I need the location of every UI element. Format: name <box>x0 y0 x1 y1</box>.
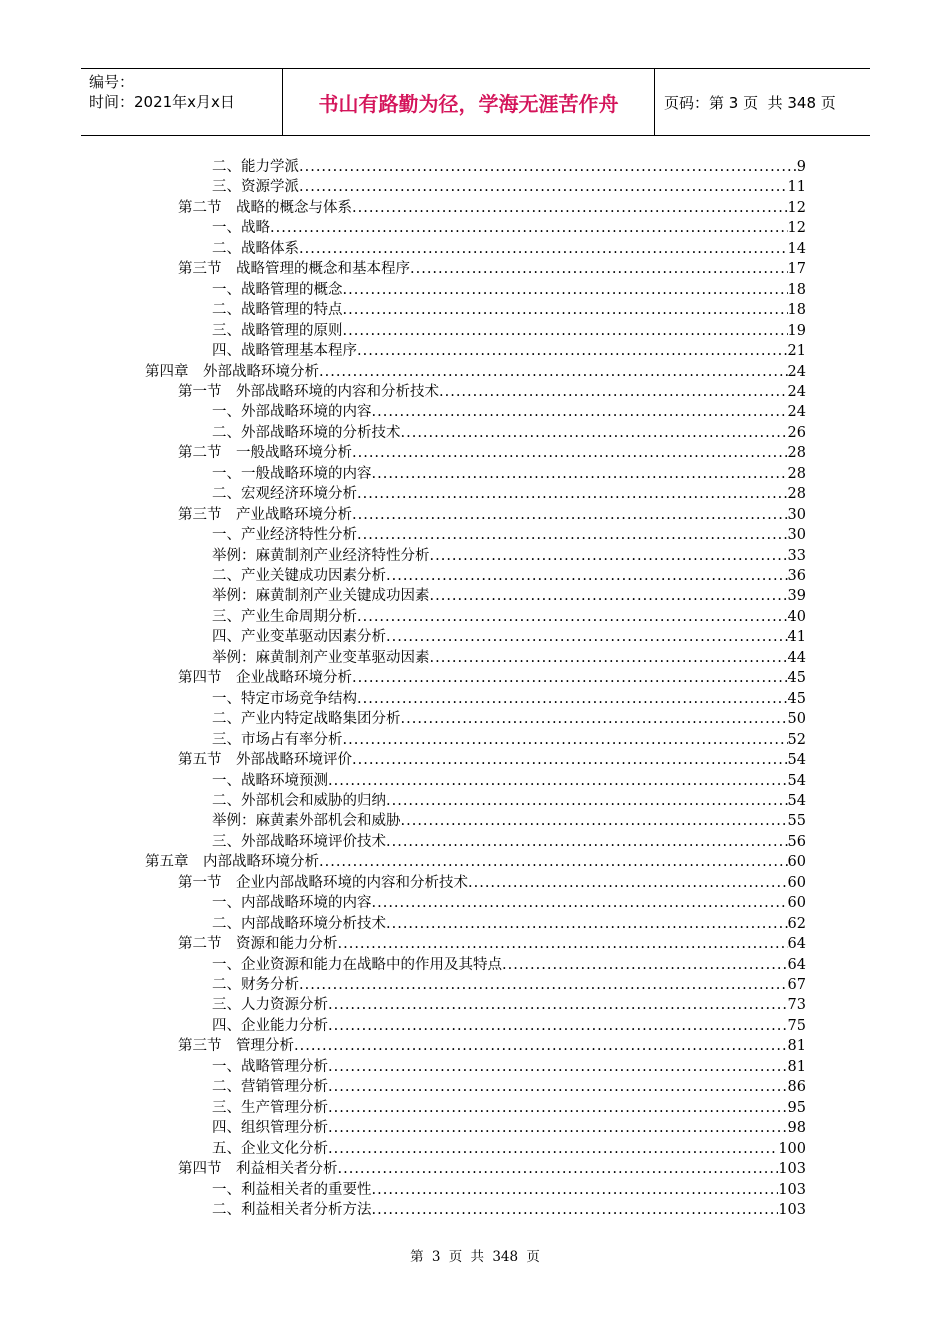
toc-entry-page: 12 <box>787 199 806 216</box>
toc-entry-page: 26 <box>787 424 806 441</box>
toc-entry-title: 三、生产管理分析 <box>212 1099 328 1116</box>
toc-entry[interactable] <box>178 443 806 463</box>
toc-entry-page: 98 <box>787 1120 806 1137</box>
toc-entry-page: 55 <box>787 813 806 830</box>
toc-dot-leader <box>410 259 788 279</box>
toc-entry-page: 62 <box>787 915 806 932</box>
toc-entry-page: 45 <box>787 690 806 707</box>
toc-dot-leader <box>357 484 788 504</box>
toc-entry-page: 33 <box>787 547 806 564</box>
toc-entry-page: 52 <box>787 731 806 748</box>
toc-entry[interactable] <box>212 1118 806 1138</box>
toc-entry-title: 二、产业内特定战略集团分析 <box>212 711 401 728</box>
header-page-info: 页码：第 3 页 共 348 页 <box>664 93 836 112</box>
toc-dot-leader <box>328 1098 788 1118</box>
toc-dot-leader <box>372 1180 779 1200</box>
toc-entry[interactable] <box>212 321 806 341</box>
toc-entry[interactable] <box>212 218 806 238</box>
toc-dot-leader <box>299 177 788 197</box>
toc-entry-page: 95 <box>787 1099 806 1116</box>
toc-entry-title: 一、产业经济特性分析 <box>212 527 357 544</box>
toc-entry-title: 第二节 资源和能力分析 <box>178 936 338 953</box>
toc-entry-title: 一、战略管理的概念 <box>212 281 343 298</box>
toc-entry-page: 54 <box>787 772 806 789</box>
toc-entry-title: 二、宏观经济环境分析 <box>212 486 357 503</box>
toc-entry[interactable] <box>212 607 806 627</box>
toc-dot-leader <box>357 341 788 361</box>
toc-entry-page: 50 <box>787 711 806 728</box>
toc-entry-title: 二、战略体系 <box>212 240 299 257</box>
toc-dot-leader <box>299 239 788 259</box>
toc-entry[interactable] <box>178 934 806 954</box>
toc-entry[interactable] <box>212 1139 806 1159</box>
toc-entry[interactable] <box>212 995 806 1015</box>
toc-entry-page: 14 <box>787 240 806 257</box>
toc-entry-title: 三、外部战略环境评价技术 <box>212 833 386 850</box>
toc-entry[interactable] <box>145 362 806 382</box>
toc-entry[interactable] <box>212 239 806 259</box>
toc-entry[interactable] <box>212 1077 806 1097</box>
toc-dot-leader <box>372 464 788 484</box>
page-footer: 第 3 页 共 348 页 <box>410 1249 540 1265</box>
toc-dot-leader <box>352 750 788 770</box>
serial-label: 编号： <box>89 73 135 91</box>
toc-entry-title: 二、内部战略环境分析技术 <box>212 915 386 932</box>
toc-entry[interactable] <box>178 198 806 218</box>
toc-entry-title: 二、能力学派 <box>212 159 299 175</box>
page-header <box>81 68 870 136</box>
toc-entry[interactable] <box>212 771 806 791</box>
toc-entry[interactable] <box>212 893 806 913</box>
toc-dot-leader <box>386 791 788 811</box>
toc-entry[interactable] <box>212 832 806 852</box>
toc-entry-page: 103 <box>778 1161 806 1178</box>
toc-entry-title: 第四章 外部战略环境分析 <box>145 363 319 380</box>
toc-entry-title: 一、战略 <box>212 220 270 237</box>
toc-entry-title: 第三节 战略管理的概念和基本程序 <box>178 261 410 278</box>
toc-entry[interactable] <box>212 1180 806 1200</box>
toc-entry-page: 18 <box>787 281 806 298</box>
toc-entry-title: 第五章 内部战略环境分析 <box>145 854 319 871</box>
toc-entry-title: 二、产业关键成功因素分析 <box>212 568 386 584</box>
toc-entry[interactable] <box>212 157 806 177</box>
toc-entry-page: 75 <box>787 1017 806 1034</box>
toc-entry-title: 二、利益相关者分析方法 <box>212 1201 372 1218</box>
toc-dot-leader <box>386 914 788 934</box>
toc-entry-page: 28 <box>787 465 806 482</box>
toc-dot-leader <box>352 198 788 218</box>
toc-entry-title: 第三节 产业战略环境分析 <box>178 506 352 523</box>
toc-entry[interactable] <box>178 750 806 770</box>
toc-dot-leader <box>343 730 788 750</box>
toc-dot-leader <box>328 1057 788 1077</box>
toc-entry-page: 41 <box>787 629 806 646</box>
toc-entry[interactable] <box>212 341 806 361</box>
toc-dot-leader <box>468 873 788 893</box>
toc-entry[interactable] <box>212 464 806 484</box>
toc-entry[interactable] <box>178 259 806 279</box>
toc-entry-page: 12 <box>787 220 806 237</box>
toc-entry-page: 60 <box>787 874 806 891</box>
toc-entry-title: 一、企业资源和能力在战略中的作用及其特点 <box>212 956 502 973</box>
toc-dot-leader <box>328 1118 788 1138</box>
toc-entry[interactable] <box>212 689 806 709</box>
toc-dot-leader <box>430 586 788 606</box>
toc-entry-title: 三、产业生命周期分析 <box>212 608 357 625</box>
toc-entry-page: 36 <box>787 568 806 584</box>
toc-entry-page: 60 <box>787 895 806 912</box>
toc-entry-page: 18 <box>787 302 806 319</box>
toc-entry-title: 一、特定市场竞争结构 <box>212 690 357 707</box>
toc-entry-title: 一、内部战略环境的内容 <box>212 895 372 912</box>
toc-entry[interactable] <box>212 1200 806 1220</box>
toc-entry[interactable] <box>212 811 806 831</box>
toc-entry-title: 第一节 外部战略环境的内容和分析技术 <box>178 383 439 400</box>
toc-dot-leader <box>352 668 788 688</box>
toc-entry-title: 四、企业能力分析 <box>212 1017 328 1034</box>
toc-entry-title: 四、组织管理分析 <box>212 1120 328 1137</box>
toc-entry[interactable] <box>212 791 806 811</box>
toc-entry-page: 11 <box>787 179 806 196</box>
toc-entry[interactable] <box>212 546 806 566</box>
toc-entry[interactable] <box>212 586 806 606</box>
toc-entry-page: 67 <box>787 977 806 993</box>
toc-entry-title: 三、资源学派 <box>212 179 299 196</box>
toc-dot-leader <box>401 709 788 729</box>
toc-dot-leader <box>270 218 788 238</box>
toc-entry-title: 第一节 企业内部战略环境的内容和分析技术 <box>178 874 468 891</box>
toc-entry-title: 二、营销管理分析 <box>212 1079 328 1096</box>
toc-entry-page: 56 <box>787 833 806 850</box>
toc-entry-title: 第四节 利益相关者分析 <box>178 1161 338 1178</box>
toc-entry[interactable] <box>212 975 806 995</box>
toc-entry[interactable] <box>178 382 806 402</box>
toc-entry[interactable] <box>212 709 806 729</box>
toc-entry-title: 五、企业文化分析 <box>212 1140 328 1157</box>
toc-entry-title: 一、战略管理分析 <box>212 1058 328 1075</box>
toc-dot-leader <box>338 934 788 954</box>
toc-dot-leader <box>319 362 788 382</box>
toc-entry[interactable] <box>212 1016 806 1036</box>
toc-dot-leader <box>357 689 788 709</box>
toc-entry-page: 24 <box>787 404 806 421</box>
toc-entry-page: 45 <box>787 670 806 687</box>
toc-dot-leader <box>343 280 788 300</box>
toc-entry[interactable] <box>212 423 806 443</box>
toc-dot-leader <box>328 995 788 1015</box>
toc-dot-leader <box>319 852 788 872</box>
time-label: 时间：2021年x月x日 <box>89 93 235 111</box>
toc-dot-leader <box>328 1016 788 1036</box>
toc-entry-page: 17 <box>787 261 806 278</box>
toc-dot-leader <box>343 321 788 341</box>
toc-entry-title: 第二节 一般战略环境分析 <box>178 445 352 462</box>
toc-entry[interactable] <box>178 668 806 688</box>
toc-entry-page: 81 <box>787 1058 806 1075</box>
toc-entry-page: 54 <box>787 752 806 769</box>
toc-entry-page: 24 <box>787 363 806 380</box>
toc-entry[interactable] <box>212 648 806 668</box>
toc-entry-title: 第二节 战略的概念与体系 <box>178 199 352 216</box>
toc-dot-leader <box>386 566 788 586</box>
toc-entry-page: 24 <box>787 383 806 400</box>
toc-entry[interactable] <box>178 505 806 525</box>
toc-entry-title: 第四节 企业战略环境分析 <box>178 670 352 687</box>
toc-entry-page: 73 <box>787 997 806 1014</box>
toc-entry-page: 28 <box>787 486 806 503</box>
toc-entry-title: 一、战略环境预测 <box>212 772 328 789</box>
toc-entry[interactable] <box>212 914 806 934</box>
toc-entry-page: 39 <box>787 588 806 605</box>
toc-entry[interactable] <box>212 402 806 422</box>
toc-entry-title: 一、利益相关者的重要性 <box>212 1181 372 1198</box>
toc-entry[interactable] <box>212 730 806 750</box>
toc-dot-leader <box>386 627 788 647</box>
toc-entry[interactable] <box>212 280 806 300</box>
toc-dot-leader <box>372 1200 779 1220</box>
toc-dot-leader <box>430 648 788 668</box>
toc-entry-title: 举例：麻黄素外部机会和威胁 <box>212 813 401 830</box>
toc-entry[interactable] <box>212 627 806 647</box>
header-meta <box>81 69 283 135</box>
toc-dot-leader <box>343 300 788 320</box>
toc-entry-title: 四、战略管理基本程序 <box>212 343 357 360</box>
toc-entry-page: 40 <box>787 608 806 625</box>
toc-entry-page: 60 <box>787 854 806 871</box>
toc-entry-title: 三、市场占有率分析 <box>212 731 343 748</box>
toc-entry-page: 21 <box>787 343 806 360</box>
toc-entry-title: 举例：麻黄制剂产业变革驱动因素 <box>212 649 430 666</box>
toc-entry-title: 第五节 外部战略环境评价 <box>178 752 352 769</box>
toc-entry-title: 举例：麻黄制剂产业关键成功因素 <box>212 588 430 605</box>
toc-entry-title: 三、人力资源分析 <box>212 997 328 1014</box>
toc-dot-leader <box>357 607 788 627</box>
toc-entry-page: 81 <box>787 1038 806 1055</box>
toc-entry[interactable] <box>212 484 806 504</box>
toc-dot-leader <box>357 525 788 545</box>
toc-entry[interactable] <box>212 566 806 586</box>
toc-dot-leader <box>294 1036 788 1056</box>
toc-entry[interactable] <box>212 1098 806 1118</box>
toc-entry-page: 30 <box>787 527 806 544</box>
toc-entry[interactable] <box>178 873 806 893</box>
toc-entry[interactable] <box>212 1057 806 1077</box>
toc-entry-title: 三、战略管理的原则 <box>212 322 343 339</box>
toc-entry[interactable] <box>145 852 806 872</box>
toc-entry-page: 103 <box>778 1201 806 1218</box>
toc-entry-page: 30 <box>787 506 806 523</box>
header-motto: 书山有路勤为径，学海无涯苦作舟 <box>283 69 655 135</box>
toc-dot-leader <box>372 402 788 422</box>
toc-dot-leader <box>372 893 788 913</box>
toc-dot-leader <box>401 811 788 831</box>
toc-entry-title: 举例：麻黄制剂产业经济特性分析 <box>212 547 430 564</box>
toc-entry[interactable] <box>212 525 806 545</box>
toc-entry-page: 19 <box>787 322 806 339</box>
toc-entry-title: 四、产业变革驱动因素分析 <box>212 629 386 646</box>
toc-entry-title: 二、战略管理的特点 <box>212 302 343 319</box>
toc-dot-leader <box>299 157 797 177</box>
toc-entry[interactable] <box>178 1159 806 1179</box>
toc-entry-page: 100 <box>778 1140 806 1157</box>
toc-entry-page: 9 <box>796 159 806 175</box>
toc-entry[interactable] <box>212 300 806 320</box>
toc-entry[interactable] <box>212 955 806 975</box>
toc-entry-title: 二、外部战略环境的分析技术 <box>212 424 401 441</box>
toc-dot-leader <box>439 382 788 402</box>
toc-entry[interactable] <box>178 1036 806 1056</box>
toc-entry-title: 二、外部机会和威胁的归纳 <box>212 792 386 809</box>
toc-dot-leader <box>328 1139 778 1159</box>
toc-entry-page: 44 <box>787 649 806 666</box>
toc-entry-page: 28 <box>787 445 806 462</box>
toc-entry-title: 一、外部战略环境的内容 <box>212 404 372 421</box>
toc-dot-leader <box>386 832 788 852</box>
toc-dot-leader <box>430 546 788 566</box>
toc-dot-leader <box>338 1159 779 1179</box>
toc-dot-leader <box>352 505 788 525</box>
toc-dot-leader <box>352 443 788 463</box>
toc-entry-page: 86 <box>787 1079 806 1096</box>
toc-dot-leader <box>502 955 788 975</box>
toc-dot-leader <box>299 975 788 995</box>
toc-entry-title: 第三节 管理分析 <box>178 1038 294 1055</box>
toc-entry-title: 一、一般战略环境的内容 <box>212 465 372 482</box>
toc-entry-page: 64 <box>787 956 806 973</box>
toc-entry-page: 54 <box>787 792 806 809</box>
toc-entry-title: 二、财务分析 <box>212 977 299 993</box>
toc-entry-page: 103 <box>778 1181 806 1198</box>
toc-dot-leader <box>328 1077 788 1097</box>
toc-entry-page: 64 <box>787 936 806 953</box>
toc-dot-leader <box>401 423 788 443</box>
toc-entry[interactable] <box>212 177 806 197</box>
toc-dot-leader <box>328 771 788 791</box>
